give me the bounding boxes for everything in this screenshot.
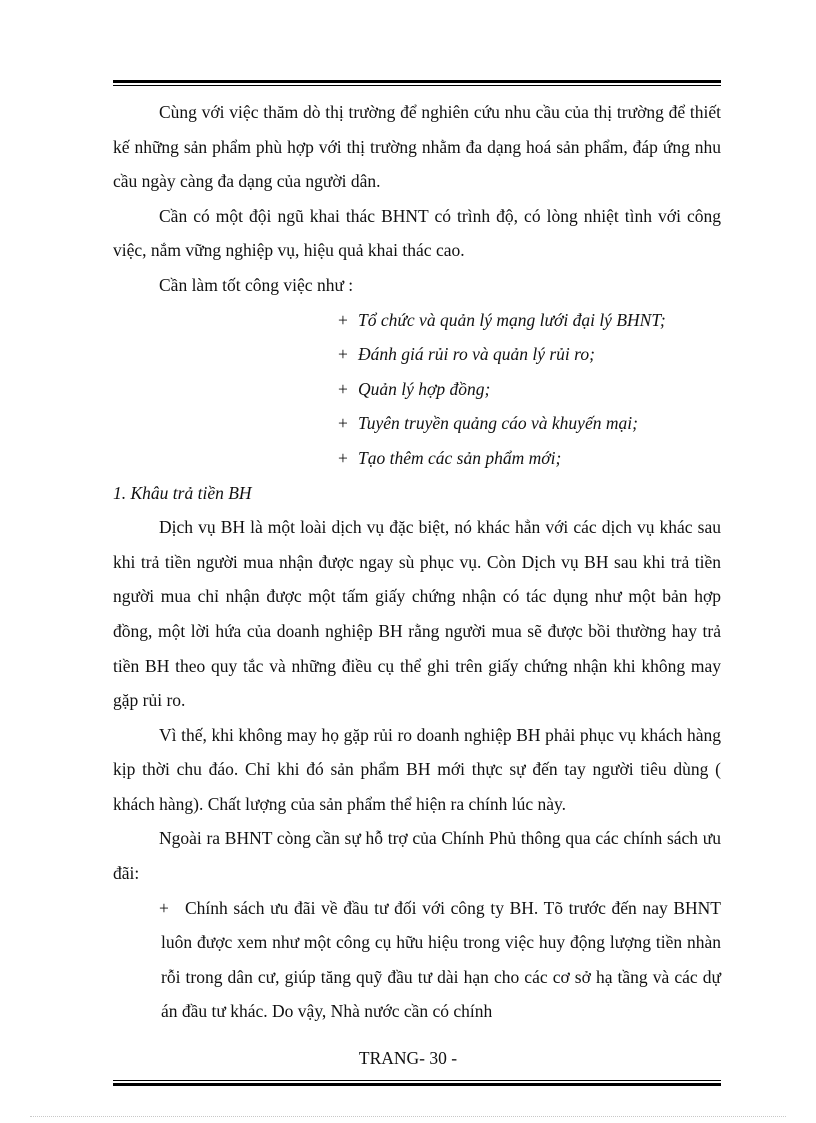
plus-bullet: + (338, 344, 348, 365)
paragraph-risk: Vì thế, khi không may họ gặp rủi ro doanh nghiệp BH phải phục vụ khách hàng kịp thời chu đáo. Chỉ khi đó sản phẩm BH mới thực sự đến tay người tiêu dùng ( khách hàng). Chất lượng của sản phẩm thể hiện ra chính lúc này. (113, 724, 721, 814)
page-edge-dots (30, 1116, 786, 1117)
paragraph-tasks-intro: Cần làm tốt công việc như : (159, 274, 354, 295)
header-rule (113, 80, 721, 86)
paragraph-service: Dịch vụ BH là một loài dịch vụ đặc biệt, nó khác hẳn với các dịch vụ khác sau khi trả tiền người mua nhận được ngay sù phục vụ. Còn Dịch vụ BH sau khi trả tiền người mua chỉ nhận được một tấm giấy chứng nhận có tác dụng như một bản hợp đồng, một lời hứa của doanh nghiệp BH rằng người mua sẽ được bồi thường hay trả tiền BH theo quy tắc và những điều cụ thể ghi trên giấy chứng nhận khi không may gặp rủi ro. (113, 517, 721, 711)
list-item: + Quản lý hợp đồng; (113, 372, 721, 407)
bullet-paragraph: + Chính sách ưu đãi về đầu tư đối với công ty BH. Tõ trước đến nay BHNT luôn được xem như một công cụ hữu hiệu trong việc huy động lượng tiền nhàn rỗi trong dân cư, giúp tăng quỹ đầu tư dài hạn cho các cơ sở hạ tầng và các dự án đầu tư khác. Do vậy, Nhà nước cần có chính (113, 891, 721, 1029)
paragraph-staff: Cần có một đội ngũ khai thác BHNT có trình độ, có lòng nhiệt tình với công việc, nắm vững nghiệp vụ, hiệu quả khai thác cao. (113, 205, 721, 261)
list-item: + Đánh giá rủi ro và quản lý rủi ro; (113, 337, 721, 372)
plus-bullet: + (159, 897, 169, 918)
plus-bullet: + (338, 413, 348, 434)
page-content (113, 95, 721, 1029)
paragraph-government: Ngoài ra BHNT còng cần sự hỗ trợ của Chính Phủ thông qua các chính sách ưu đãi: (113, 828, 721, 884)
plus-bullet: + (338, 309, 348, 330)
plus-bullet: + (338, 378, 348, 399)
paragraph-intro: Cùng với việc thăm dò thị trường để nghiên cứu nhu cầu của thị trường để thiết kế những sản phẩm phù hợp với thị trường nhằm đa dạng hoá sản phẩm, đáp ứng nhu cầu ngày càng đa dạng của người dân. (113, 102, 721, 192)
list-item: + Tạo thêm các sản phẩm mới; (113, 441, 721, 476)
section-heading: 1. Khâu trả tiền BH (113, 482, 252, 503)
footer-rule (113, 1080, 721, 1086)
plus-bullet: + (338, 447, 348, 468)
task-list (113, 303, 721, 476)
page-number: TRANG- 30 - (358, 1048, 458, 1068)
list-item: + Tuyên truyền quảng cáo và khuyến mại; (113, 406, 721, 441)
list-item: + Tổ chức và quản lý mạng lưới đại lý BHNT; (113, 303, 721, 338)
